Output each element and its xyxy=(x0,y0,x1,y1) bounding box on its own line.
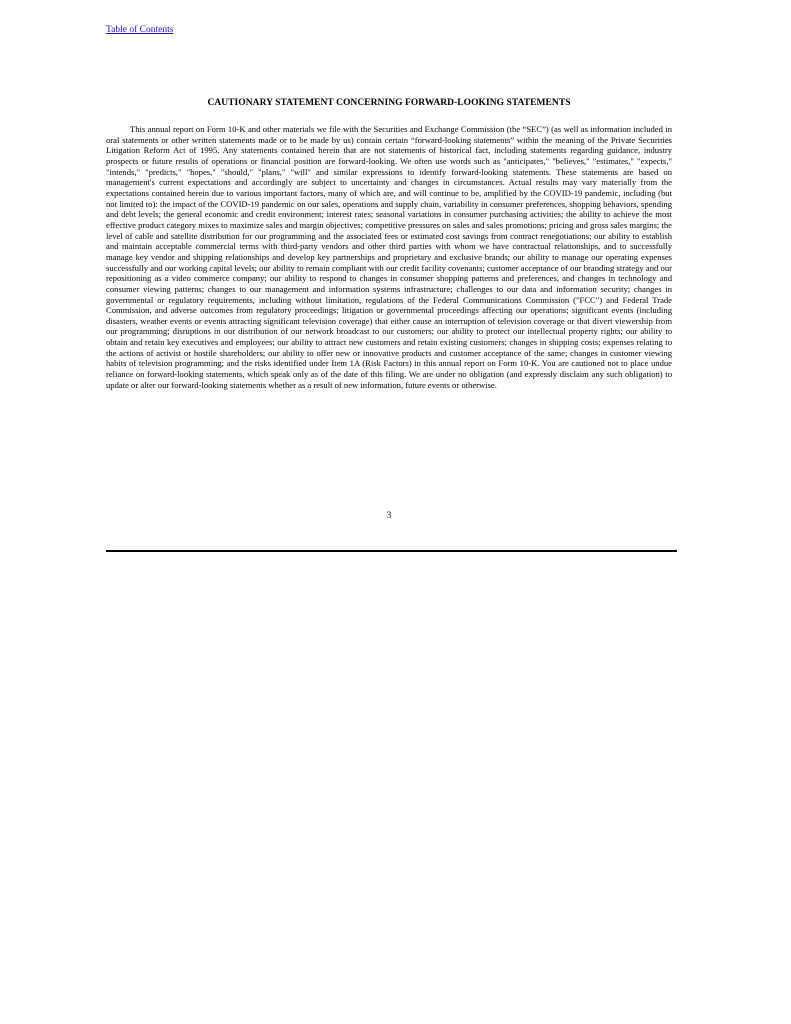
page-divider xyxy=(106,550,677,552)
body-paragraph: This annual report on Form 10-K and other materials we file with the Securities and Exchange Commission (the “SEC”) (as well as information included in oral statements or other written statements made or to be made by us) contain certain “forward-looking statements” within the meaning of the Private Securities Litigation Reform Act of 1995. Any statements contained herein that are not statements of historical fact, including statements regarding guidance, industry prospects or future results of operations or financial position are forward-looking. We often use words such as "anticipates," "believes," "estimates," "expects," "intends," "predicts," "hopes," "should," "plans," "will" and similar expressions to identify forward-looking statements. These statements are based on management's current expectations and accordingly are subject to uncertainty and changes in circumstances. Actual results may vary materially from the expectations contained herein due to various important factors, many of which are, and will continue to be, amplified by the COVID-19 pandemic, including (but not limited to): the impact of the COVID-19 pandemic on our sales, operations and supply chain, variability in consumer preferences, shopping behaviors, spending and debt levels; the general economic and credit environment; interest rates; seasonal variations in consumer purchasing activities; the ability to achieve the most effective product category mixes to maximize sales and margin objectives; competitive pressures on sales and sales promotions; pricing and gross sales margins; the level of cable and satellite distribution for our programming and the associated fees or estimated cost savings from contract renegotiations; our ability to establish and maintain acceptable commercial terms with third-party vendors and other third parties with whom we have contractual relationships, and to successfully manage key vendor and shipping relationships and develop key partnerships and proprietary and exclusive brands; our ability to manage our operating expenses successfully and our working capital levels; our ability to remain compliant with our credit facility covenants; customer acceptance of our branding strategy and our repositioning as a video commerce company; our ability to respond to changes in consumer shopping patterns and preferences, and changes in technology and consumer viewing patterns; changes to our management and information systems infrastructure; challenges to our data and information security; changes in governmental or regulatory requirements, including without limitation, regulations of the Federal Communications Commission ("FCC") and Federal Trade Commission, and adverse outcomes from regulatory proceedings; litigation or governmental proceedings affecting our operations; significant events (including disasters, weather events or events attracting significant television coverage) that either cause an interruption of television coverage or that divert viewership from our programming; disruptions in our distribution of our network broadcast to our customers; our ability to protect our intellectual property rights; our ability to obtain and retain key executives and employees; our ability to attract new customers and retain existing customers; changes in shipping costs; expenses relating to the actions of activist or hostile shareholders; our ability to offer new or innovative products and customer acceptance of the same; changes in customer viewing habits of television programming; and the risks identified under Item 1A (Risk Factors) in this annual report on Form 10-K. You are cautioned not to place undue reliance on forward-looking statements, which speak only as of the date of this filing. We are under no obligation (and expressly disclaim any such obligation) to update or alter our forward-looking statements whether as a result of new information, future events or otherwise. xyxy=(106,124,672,390)
page-number: 3 xyxy=(386,510,392,520)
section-title: CAUTIONARY STATEMENT CONCERNING FORWARD-LOOKING STATEMENTS xyxy=(207,98,571,108)
table-of-contents-link[interactable]: Table of Contents xyxy=(106,25,174,35)
